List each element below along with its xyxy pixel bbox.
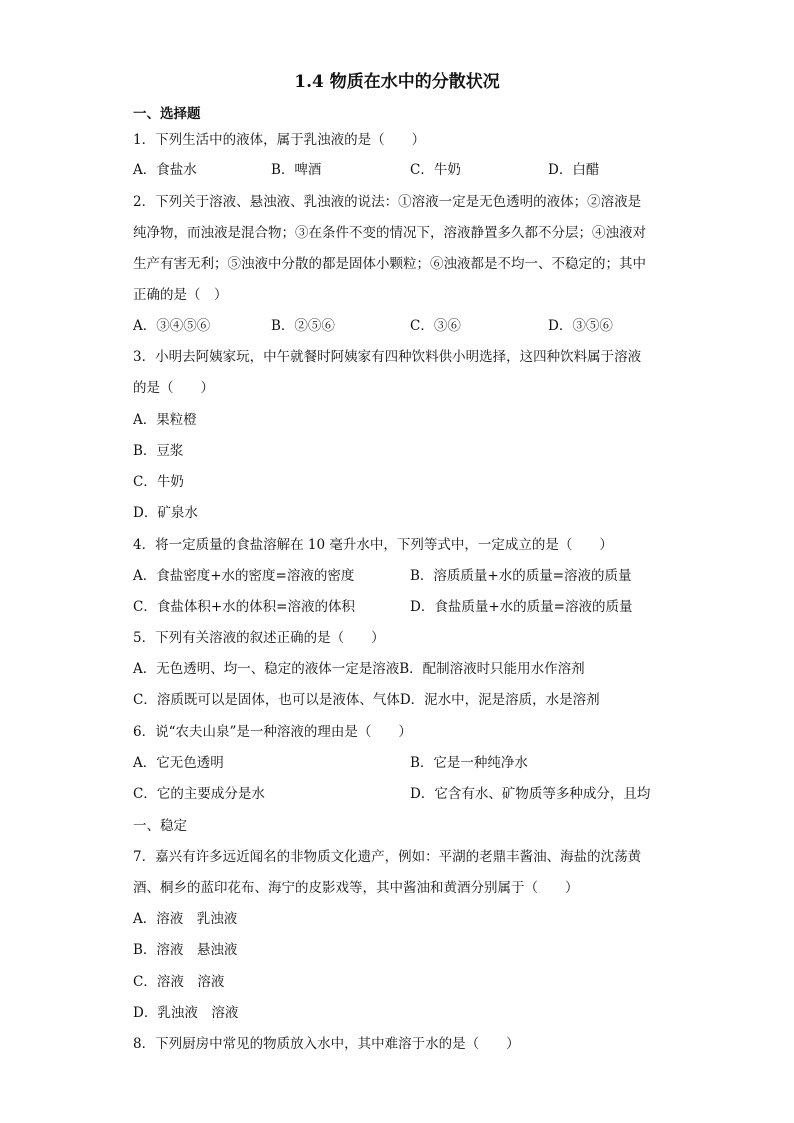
question-6-stem: 6．说“农夫山泉”是一种溶液的理由是（ ） <box>133 724 412 740</box>
question-7-option-a[interactable]: A．溶液 乳浊液 <box>133 911 238 927</box>
question-2-option-b[interactable]: B．②⑤⑥ <box>271 318 335 334</box>
question-2-option-d[interactable]: D．③⑤⑥ <box>548 318 613 334</box>
question-3-option-d[interactable]: D．矿泉水 <box>133 505 198 521</box>
question-6-option-c[interactable]: C．它的主要成分是水 <box>133 786 265 802</box>
question-3-stem-line-1: 3．小明去阿姨家玩，中午就餐时阿姨家有四种饮料供小明选择，这四种饮料属于溶液 <box>133 349 642 365</box>
question-4-option-b[interactable]: B．溶质质量+水的质量=溶液的质量 <box>410 568 632 584</box>
question-4-stem: 4．将一定质量的食盐溶解在 10 毫升水中，下列等式中，一定成立的是（ ） <box>133 537 613 553</box>
question-6-option-d-continuation: 一、稳定 <box>133 818 187 834</box>
question-4-option-a[interactable]: A．食盐密度+水的密度=溶液的密度 <box>133 568 355 584</box>
question-4-option-c[interactable]: C．食盐体积+水的体积=溶液的体积 <box>133 599 355 615</box>
question-7-option-d[interactable]: D．乳浊液 溶液 <box>133 1005 239 1021</box>
section-heading: 一、选择题 <box>133 106 201 122</box>
question-3-option-c[interactable]: C．牛奶 <box>133 474 184 490</box>
question-6-option-b[interactable]: B．它是一种纯净水 <box>410 755 528 771</box>
question-3-option-a[interactable]: A．果粒橙 <box>133 412 197 428</box>
question-5-options-line-1[interactable]: A．无色透明、均一、稳定的液体一定是溶液B．配制溶液时只能用水作溶剂 <box>133 661 585 677</box>
question-5-options-line-2[interactable]: C．溶质既可以是固体，也可以是液体、气体D．泥水中，泥是溶质，水是溶剂 <box>133 692 600 708</box>
question-7-stem-line-2: 酒、桐乡的蓝印花布、海宁的皮影戏等，其中酱油和黄酒分别属于（ ） <box>133 880 579 896</box>
document-title: 1.4 物质在水中的分散状况 <box>294 72 500 92</box>
question-6-option-d[interactable]: D．它含有水、矿物质等多种成分，且均 <box>410 786 651 802</box>
question-2-option-a[interactable]: A．③④⑤⑥ <box>133 318 211 334</box>
question-2-option-c[interactable]: C．③⑥ <box>410 318 461 334</box>
question-1-option-b[interactable]: B．啤酒 <box>271 162 322 178</box>
question-1-option-d[interactable]: D．白醋 <box>548 162 600 178</box>
question-2-stem-line-4: 正确的是（ ） <box>133 287 228 303</box>
question-8-stem: 8．下列厨房中常见的物质放入水中，其中难溶于水的是（ ） <box>133 1036 520 1052</box>
question-7-option-b[interactable]: B．溶液 悬浊液 <box>133 942 238 958</box>
question-3-stem-line-2: 的是（ ） <box>133 380 214 396</box>
question-4-option-d[interactable]: D．食盐质量+水的质量=溶液的质量 <box>410 599 633 615</box>
question-7-option-c[interactable]: C．溶液 溶液 <box>133 974 225 990</box>
question-2-stem-line-3: 生产有害无利；⑤浊液中分散的都是固体小颗粒；⑥浊液都是不均一、不稳定的；其中 <box>133 256 646 272</box>
question-5-stem: 5．下列有关溶液的叙述正确的是（ ） <box>133 630 385 646</box>
question-1-option-c[interactable]: C．牛奶 <box>410 162 461 178</box>
question-2-stem-line-2: 纯净物，而浊液是混合物；③在条件不变的情况下，溶液静置多久都不分层；④浊液对 <box>133 225 646 241</box>
question-1-option-a[interactable]: A．食盐水 <box>133 162 197 178</box>
question-2-stem-line-1: 2．下列关于溶液、悬浊液、乳浊液的说法：①溶液一定是无色透明的液体；②溶液是 <box>133 194 642 210</box>
question-6-option-a[interactable]: A．它无色透明 <box>133 755 224 771</box>
question-7-stem-line-1: 7．嘉兴有许多远近闻名的非物质文化遗产，例如：平湖的老鼎丰酱油、海盐的沈荡黄 <box>133 849 642 865</box>
question-1-stem: 1．下列生活中的液体，属于乳浊液的是（ ） <box>133 132 426 148</box>
question-3-option-b[interactable]: B．豆浆 <box>133 443 184 459</box>
